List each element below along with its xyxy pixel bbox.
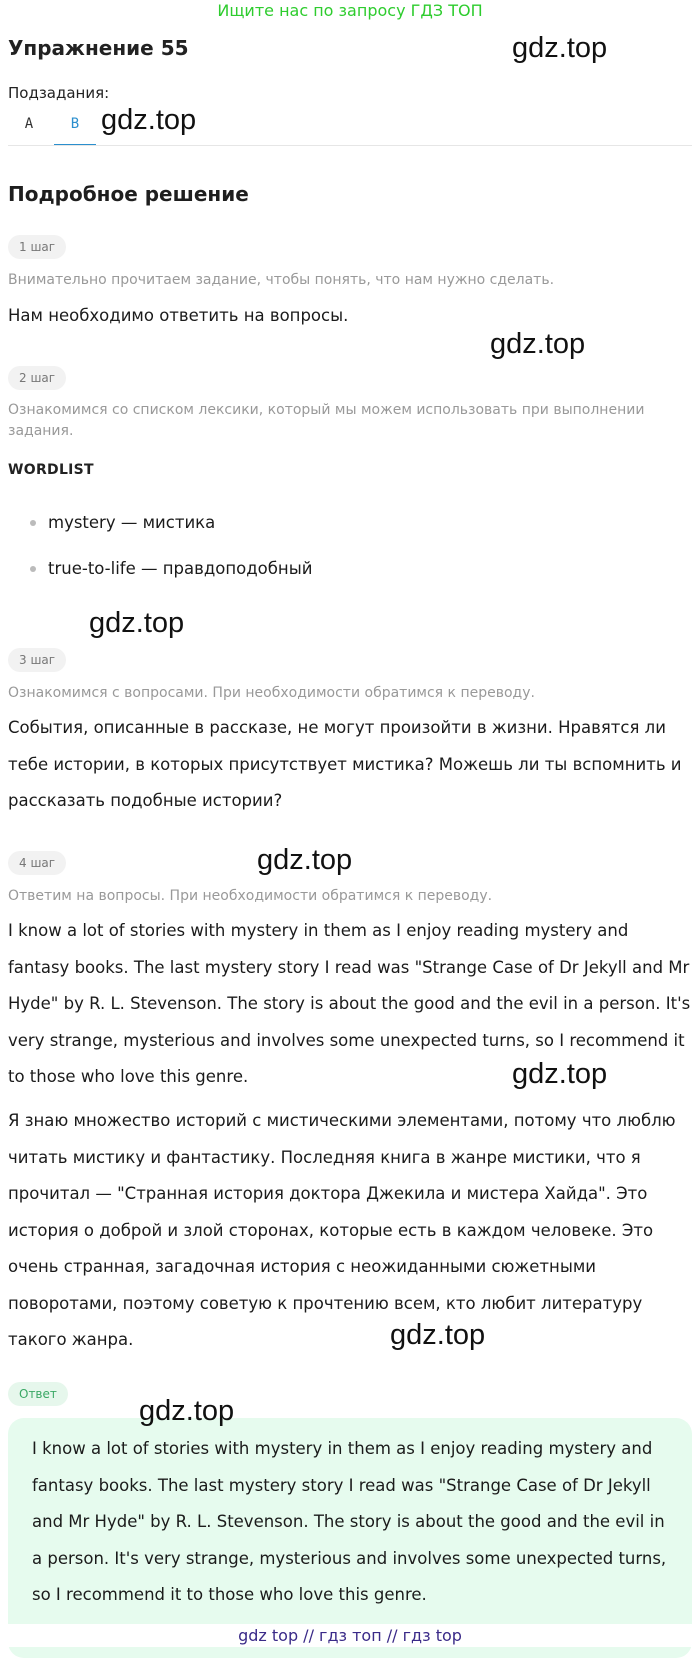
watermark: gdz.top (101, 104, 197, 136)
watermark: gdz.top (390, 1319, 486, 1351)
step-hint: Ответим на вопросы. При необходимости обратимся к переводу. (8, 888, 493, 904)
solution-heading: Подробное решение (8, 182, 249, 206)
watermark: gdz.top (512, 32, 608, 64)
tab-a[interactable]: A (24, 116, 34, 132)
tab-b[interactable]: B (54, 110, 96, 146)
wordlist (28, 510, 312, 602)
divider (8, 145, 692, 146)
step-text: События, описанные в рассказе, не могут произойти в жизни. Нравятся ли тебе истории, в которых присутствует мистика? Можешь ли ты вспомнить и рассказать подобные истории? (8, 718, 682, 810)
subtask-tabs (8, 110, 96, 146)
step-badge: 4 шаг (8, 851, 66, 875)
wordlist-title: WORDLIST (8, 462, 94, 478)
page-title: Упражнение 55 (8, 36, 189, 60)
step-badge: 3 шаг (8, 648, 66, 672)
subtasks-label: Подзадания: (8, 84, 110, 102)
step-badge: 2 шаг (8, 366, 66, 390)
promo-banner[interactable]: Ищите нас по запросу ГДЗ ТОП (217, 1, 483, 20)
answer-text: I know a lot of stories with mystery in them as I enjoy reading mystery and fantasy books. The last mystery story I read was "Strange Case of Dr Jekyll and Mr Hyde" by R. L. Stevenson. The story is about the good and the evil in a person. It's very strange, mysterious and involves some unexpected turns, so I recommend it to those who love this genre. (32, 1439, 667, 1604)
list-item (28, 510, 312, 556)
step-hint: Ознакомимся со списком лексики, который мы можем использовать при выполнении задания. (8, 402, 645, 439)
word-entry: true-to-life — правдоподобный (48, 559, 313, 578)
step-text-en: I know a lot of stories with mystery in them as I enjoy reading mystery and fantasy books. The last mystery story I read was "Strange Case of Dr Jekyll and Mr Hyde" by R. L. Stevenson. The story is about the good and the evil in a person. It's very strange, mysterious and involves some unexpected turns, so I recommend it to those who love this genre. (8, 921, 691, 1086)
step-text-ru: Я знаю множество историй с мистическими элементами, потому что люблю читать мистику и фантастику. Последняя книга в жанре мистики, что я прочитал — "Странная история доктора Джекила и мистера Хайда". Это история о доброй и злой сторонах, которые есть в каждом человеке. Это очень странная, загадочная история с неожиданными сюжетными поворотами, поэтому советую к прочтению всем, кто любит литературу такого жанра. (8, 1111, 676, 1349)
step-badge: 1 шаг (8, 235, 66, 259)
watermark: gdz.top (257, 844, 353, 876)
step-text: Нам необходимо ответить на вопросы. (8, 306, 349, 325)
bullet-icon (30, 520, 36, 526)
word-entry: mystery — мистика (48, 513, 216, 532)
step-hint: Ознакомимся с вопросами. При необходимости обратимся к переводу. (8, 685, 535, 701)
answer-badge: Ответ (8, 1382, 68, 1406)
bullet-icon (30, 566, 36, 572)
list-item (28, 556, 312, 602)
step-hint: Внимательно прочитаем задание, чтобы понять, что нам нужно сделать. (8, 272, 555, 288)
watermark: gdz.top (139, 1395, 235, 1427)
footer-links[interactable]: gdz top // гдз топ // гдз top (0, 1624, 700, 1647)
watermark: gdz.top (490, 328, 586, 360)
watermark: gdz.top (89, 607, 185, 639)
watermark: gdz.top (512, 1058, 608, 1090)
